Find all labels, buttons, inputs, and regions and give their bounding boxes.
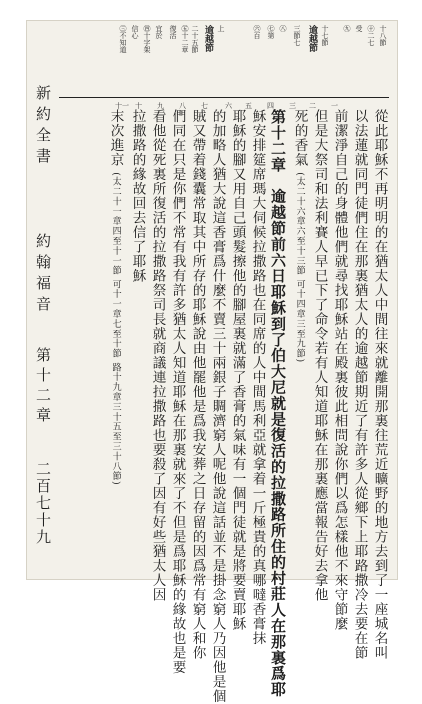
line-number: 一	[331, 102, 338, 110]
note-14: 逾越節	[307, 25, 317, 52]
section-heading	[108, 109, 122, 486]
note-9: 上	[217, 25, 225, 32]
text-line: 拉撒路的緣故回去信了耶穌	[129, 109, 146, 283]
text-line: 看他從死裏所復活的拉撒路祭司長就商議連拉撒路也要殺了因有好些猶太人因	[149, 109, 166, 602]
page-number: 二百七十九	[34, 461, 52, 546]
note-18: ㊉二七	[367, 25, 375, 46]
book-title: 新約全書	[34, 85, 52, 169]
section-heading	[292, 109, 306, 363]
line-number: 二	[309, 102, 316, 110]
note-17: 受	[355, 25, 363, 32]
note-2: 信心	[131, 25, 139, 39]
note-12: ㊇	[279, 25, 287, 32]
note-5: 復活	[169, 25, 177, 39]
line-number: 九	[157, 102, 164, 110]
reference-note: (太二十六章六至十三節 可十四章三至九節)	[294, 172, 305, 364]
text-line: 們同在只是你們不常有我有許多猶太人知道耶穌在那裏就來了不但是爲耶穌的緣故也是要	[169, 109, 186, 675]
text-line: 耶穌的腳又用自己頭髮擦他的腳屋裏就滿了香膏的氣味有一個門徒就是將要賣耶穌	[229, 109, 246, 631]
text-line: 的加略人猶大說這香膏爲什麼不賣三十兩銀子賙濟窮人呢他說這話並不是掛念窮人乃因他是個	[209, 109, 226, 704]
reference-note: (太二十一章四至十一節 可十一章七至十節 路十九章三十五至三十八節)	[110, 172, 121, 486]
scripture-page	[26, 20, 398, 704]
text-line: 穌安排筵席瑪大伺候拉撒路也在同席的人中間馬利亞就拿着一斤極貴的真哪噠香膏抹	[249, 109, 266, 646]
text-line: 但是大祭司和法利賽人早已下了命令若有人知道耶穌在那裏應當報告好去拿他	[311, 109, 328, 602]
line-number: 七	[201, 102, 208, 110]
note-15: 十七節	[321, 25, 329, 46]
line-number: 八	[179, 102, 186, 110]
text-line: 前潔淨自己的身體他們就尋找耶穌站在殿裏彼此相問說你們以爲怎樣他不來守節麼	[331, 109, 348, 631]
line-number: 十一	[115, 102, 129, 110]
text-line: 以法蓮就同門徒們住在那裏猶太人的逾越節期近了有許多人從鄉下上耶路撒冷去要在節	[351, 109, 368, 660]
line-number: 十	[135, 102, 142, 110]
header-rule	[59, 97, 389, 98]
note-7: 二十五節	[191, 25, 199, 53]
chapter-start-line: 第十二章 逾越節前六日耶穌到了伯大尼就是復活的拉撒路所住的村莊人在那裏爲耶	[269, 109, 287, 698]
note-11: ㊆第	[267, 25, 275, 39]
line-number: 三	[289, 102, 296, 110]
note-10: ㊅百	[253, 25, 261, 39]
note-13: 三節七	[293, 25, 301, 46]
gospel-title: 約翰福音	[34, 233, 52, 317]
note-16: ㊈	[343, 25, 351, 32]
note-1: ㊂不知道	[119, 25, 127, 53]
line-number: 五	[245, 102, 252, 110]
note-8: 逾越節	[203, 25, 213, 52]
note-6: ㊄十二章	[181, 25, 189, 53]
line-number: 四	[267, 102, 274, 110]
text-line: 從此耶穌不再明明的在猶太人中間往來就離開那裏往荒近曠野的地方去到了一座城名叫	[371, 109, 388, 660]
note-19: 十八節	[379, 25, 387, 46]
text-line: 賊又帶着錢囊常取其中所存的耶穌說由他罷他是爲我安葬之日存留的因爲常有窮人和你	[189, 109, 206, 660]
section-title: 死的香氣	[291, 109, 308, 167]
section-title: 末次進京	[107, 109, 124, 167]
note-4: 宜於	[155, 25, 163, 39]
note-3: ㊃十字架	[143, 25, 151, 53]
line-number: 六	[225, 102, 232, 110]
chapter-label: 第十二章	[34, 347, 52, 427]
